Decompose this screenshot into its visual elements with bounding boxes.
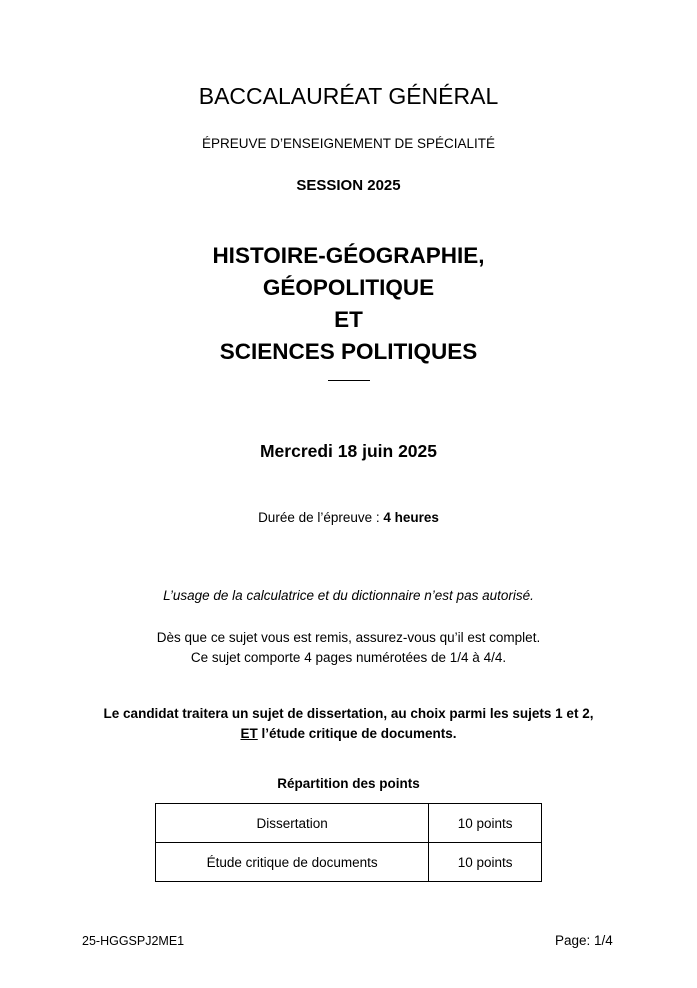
- subject-title: [0, 240, 697, 368]
- duration-label: Durée de l’épreuve :: [258, 510, 384, 525]
- exam-type: ÉPREUVE D’ENSEIGNEMENT DE SPÉCIALITÉ: [201, 136, 496, 151]
- duration: [0, 509, 697, 526]
- candidate-instruction-line: [0, 724, 697, 744]
- session-label: SESSION 2025: [296, 177, 401, 194]
- exam-date: Mercredi 18 juin 2025: [259, 441, 438, 461]
- subject-line: ET: [334, 307, 363, 332]
- subject-line: SCIENCES POLITIQUES: [219, 339, 478, 364]
- et-underlined: ET: [240, 726, 258, 741]
- points-cell: 10 points: [429, 843, 542, 882]
- page-number: Page: 1/4: [555, 933, 613, 948]
- separator-rule: [328, 380, 370, 381]
- exercise-cell: Étude critique de documents: [156, 843, 429, 882]
- subject-line: HISTOIRE-GÉOGRAPHIE,: [212, 243, 485, 268]
- completeness-line: Dès que ce sujet vous est remis, assurez-vous qu’il est complet.: [156, 630, 541, 645]
- completeness-notice: [0, 628, 697, 667]
- points-cell: 10 points: [429, 804, 542, 843]
- candidate-instructions: [0, 704, 697, 744]
- candidate-instruction-line: Le candidat traitera un sujet de dissertation, au choix parmi les sujets 1 et 2,: [103, 706, 594, 721]
- exam-title: BACCALAURÉAT GÉNÉRAL: [198, 83, 499, 109]
- candidate-instruction-rest: l’étude critique de documents.: [257, 726, 457, 741]
- points-table: [155, 803, 542, 882]
- duration-value: 4 heures: [383, 510, 439, 525]
- points-table-title: Répartition des points: [277, 776, 420, 791]
- subject-code: 25-HGGSPJ2ME1: [82, 934, 185, 948]
- table-row: [156, 843, 542, 882]
- table-row: [156, 804, 542, 843]
- calculator-notice: L’usage de la calculatrice et du dictionnaire n’est pas autorisé.: [163, 588, 534, 603]
- subject-line: GÉOPOLITIQUE: [262, 275, 435, 300]
- exercise-cell: Dissertation: [156, 804, 429, 843]
- page-count-line: Ce sujet comporte 4 pages numérotées de 1/4 à 4/4.: [190, 649, 507, 665]
